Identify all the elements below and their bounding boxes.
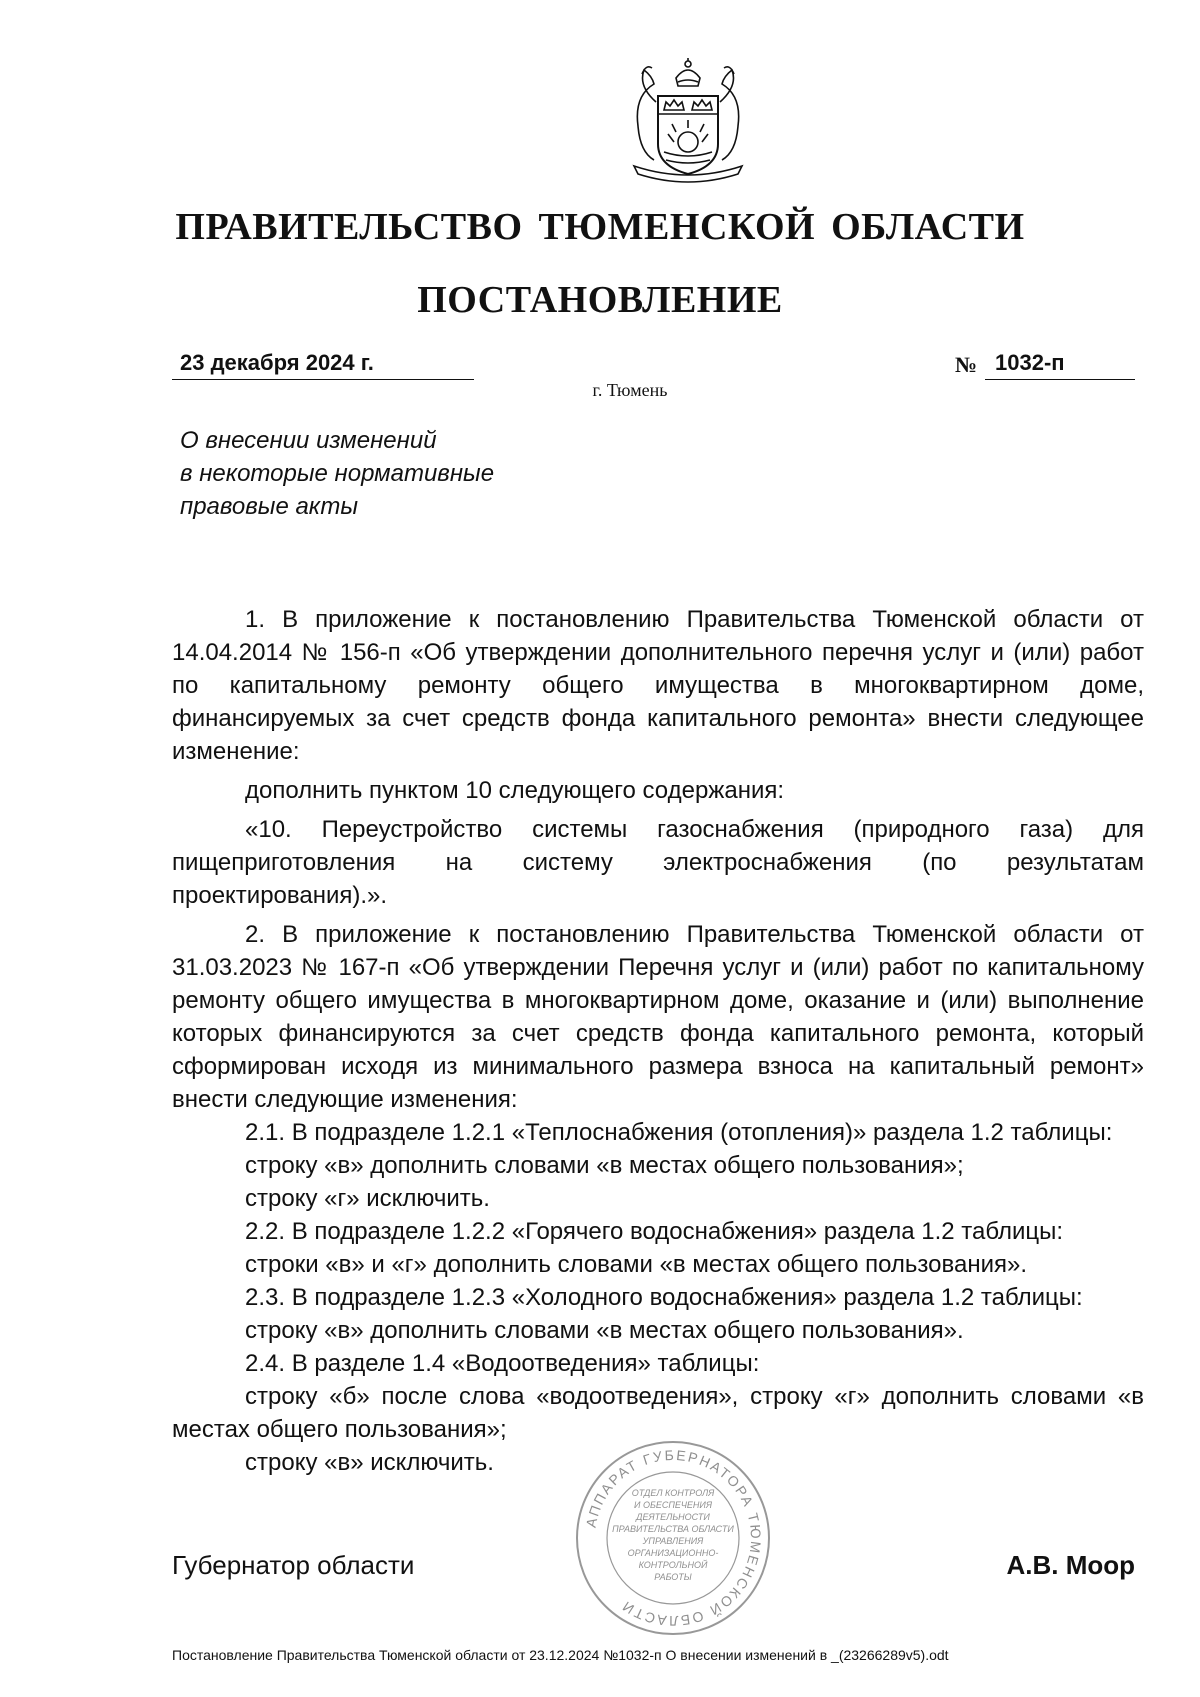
body-paragraph: 2.1. В подразделе 1.2.1 «Теплоснабжения (отопления)» раздела 1.2 таблицы: — [245, 1119, 1113, 1146]
number-sign: № — [955, 352, 978, 377]
svg-text:ДЕЯТЕЛЬНОСТИ: ДЕЯТЕЛЬНОСТИ — [636, 1512, 710, 1522]
organization-title: ПРАВИТЕЛЬСТВО ТЮМЕНСКОЙ ОБЛАСТИ — [175, 206, 1025, 248]
body-paragraph: строку «г» исключить. — [245, 1185, 490, 1212]
body-paragraph: 2.4. В разделе 1.4 «Водоотведения» таблицы: — [245, 1350, 760, 1377]
body-paragraph: дополнить пунктом 10 следующего содержания: — [245, 777, 785, 804]
body-paragraph: «10. Переустройство системы газоснабжения (природного газа) для пищеприготовления на систему электроснабжения (по результатам проектирования).». — [172, 816, 1144, 909]
body-paragraph: 2. В приложение к постановлению Правительства Тюменской области от 31.03.2023 № 167-п «Об утверждении Перечня услуг и (или) работ по капитальному ремонту общего имущества в многоквартирном доме, оказание и (или) выполнение которых финансируются за счет средств фонда капитального ремонта, который сформирован исходя из минимального размера взноса на капитальный ремонт» внести следующие изменения: — [172, 921, 1144, 1113]
body-paragraph: 2.3. В подразделе 1.2.3 «Холодного водоснабжения» раздела 1.2 таблицы: — [245, 1284, 1083, 1311]
body-paragraph: строку «б» после слова «водоотведения», строку «г» дополнить словами «в местах общего пользования»; — [172, 1383, 1144, 1443]
body-paragraph: 1. В приложение к постановлению Правительства Тюменской области от 14.04.2014 № 156-п «Об утверждении дополнительного перечня услуг и (или) работ по капитальному ремонту общего имущества в многоквартирном доме, финансируемых за счет средств фонда капитального ремонта» внести следующее изменение: — [172, 606, 1144, 765]
coat-of-arms-emblem — [594, 56, 782, 186]
svg-text:УПРАВЛЕНИЯ: УПРАВЛЕНИЯ — [642, 1536, 704, 1546]
signatory-name: А.В. Моор — [1006, 1550, 1135, 1580]
svg-text:КОНТРОЛЬНОЙ: КОНТРОЛЬНОЙ — [638, 1560, 708, 1570]
document-footer: Постановление Правительства Тюменской области от 23.12.2024 №1032-п О внесении изменений в _(23266289v5).odt — [172, 1647, 949, 1663]
official-stamp — [573, 1438, 773, 1638]
body-paragraph: строку «в» дополнить словами «в местах общего пользования». — [245, 1317, 964, 1344]
subject-line: в некоторые нормативные — [180, 460, 495, 487]
body-paragraph: 2.2. В подразделе 1.2.2 «Горячего водоснабжения» раздела 1.2 таблицы: — [245, 1218, 1064, 1245]
document-city: г. Тюмень — [592, 380, 668, 400]
signatory-role: Губернатор области — [172, 1550, 415, 1580]
document-type-title: ПОСТАНОВЛЕНИЕ — [417, 279, 783, 321]
svg-text:ОРГАНИЗАЦИОННО-: ОРГАНИЗАЦИОННО- — [627, 1548, 719, 1558]
document-number-field — [955, 350, 1135, 380]
body-paragraph: строку «в» дополнить словами «в местах общего пользования»; — [245, 1152, 964, 1179]
body-paragraph: строку «в» исключить. — [245, 1449, 494, 1476]
document-date: 23 декабря 2024 г. — [172, 350, 474, 380]
document-subject — [180, 424, 494, 523]
body-paragraph: строки «в» и «г» дополнить словами «в местах общего пользования». — [245, 1251, 1028, 1278]
svg-text:АППАРАТ ГУБЕРНАТОРА ТЮМЕНСКОЙ: АППАРАТ ГУБЕРНАТОРА ТЮМЕНСКОЙ ОБЛАСТИ — [582, 1446, 765, 1630]
svg-text:ОТДЕЛ КОНТРОЛЯ: ОТДЕЛ КОНТРОЛЯ — [631, 1488, 715, 1498]
subject-line: правовые акты — [180, 493, 359, 520]
subject-line: О внесении изменений — [180, 427, 437, 454]
svg-text:И ОБЕСПЕЧЕНИЯ: И ОБЕСПЕЧЕНИЯ — [634, 1500, 712, 1510]
svg-text:РАБОТЫ: РАБОТЫ — [654, 1572, 692, 1582]
document-body — [172, 603, 1144, 1479]
document-number: 1032-п — [985, 350, 1135, 380]
signature-block — [172, 1550, 1135, 1590]
svg-text:ПРАВИТЕЛЬСТВА ОБЛАСТИ: ПРАВИТЕЛЬСТВА ОБЛАСТИ — [612, 1524, 734, 1534]
